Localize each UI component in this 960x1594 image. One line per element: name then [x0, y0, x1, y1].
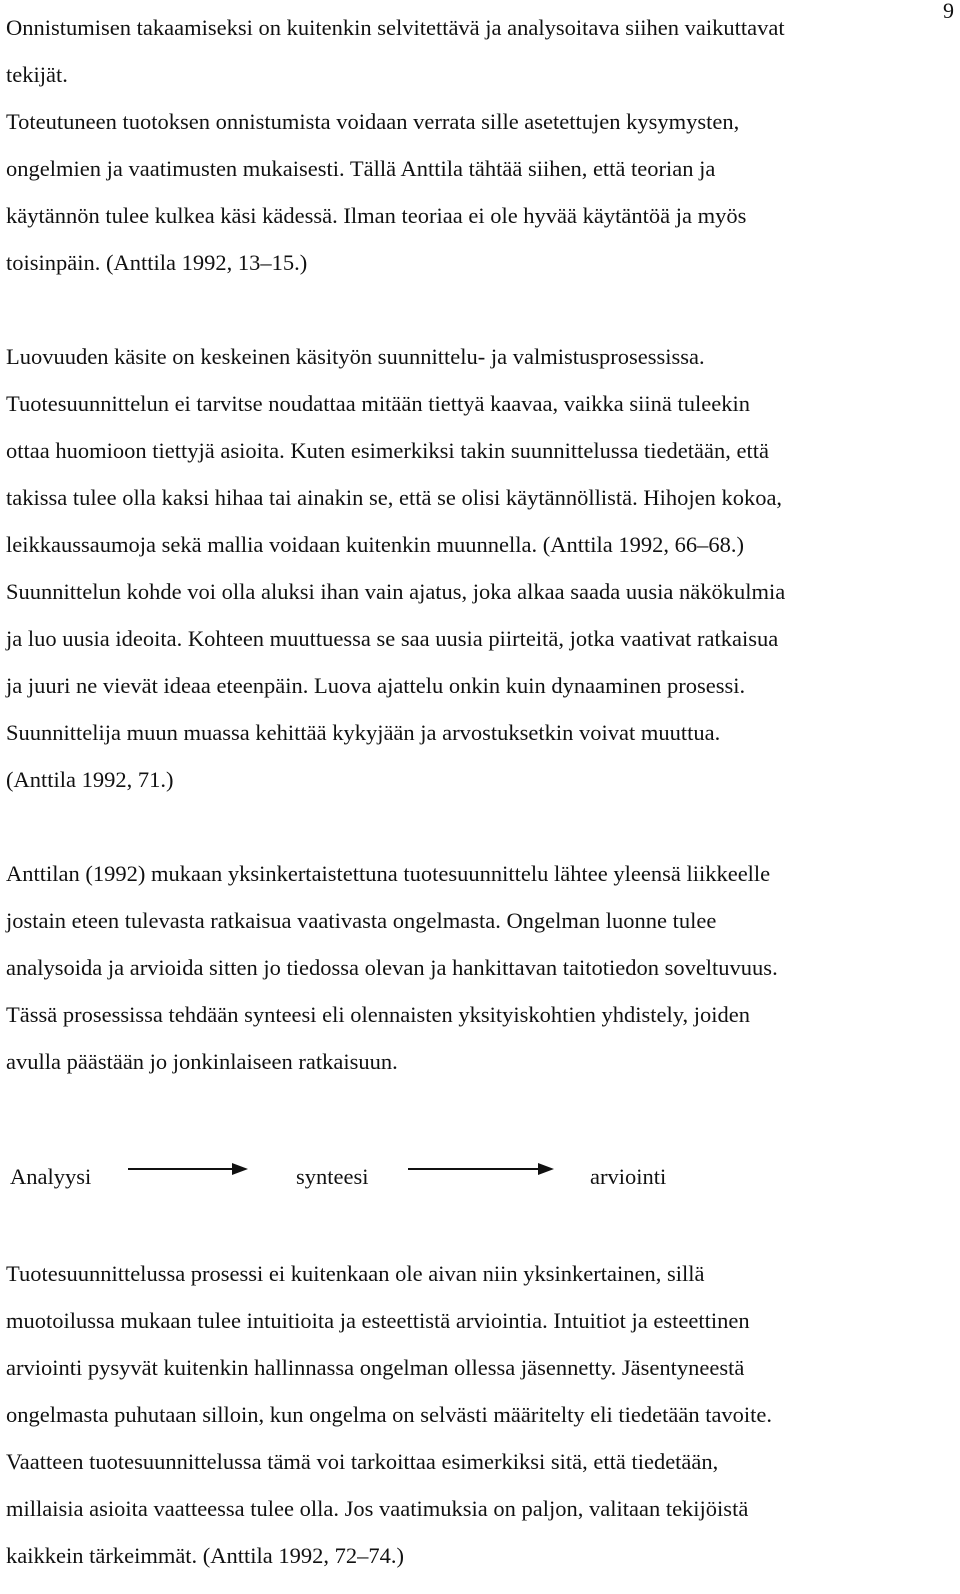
text-line: Onnistumisen takaamiseksi on kuitenkin selvitettävä ja analysoitava siihen vaikuttavat	[6, 15, 785, 40]
text-line: takissa tulee olla kaksi hihaa tai ainakin se, että se olisi käytännöllistä. Hihojen kokoa,	[6, 485, 783, 510]
text-line: Suunnittelija muun muassa kehittää kykyjään ja arvostuksetkin voivat muuttua.	[6, 720, 721, 745]
text-line: analysoida ja arvioida sitten jo tiedossa olevan ja hankittavan taitotiedon soveltuvuus.	[6, 955, 778, 980]
text-line: ongelmasta puhutaan silloin, kun ongelma on selvästi määritelty eli tiedetään tavoite.	[6, 1402, 773, 1427]
text-line: tekijät.	[6, 62, 68, 87]
text-line: ja juuri ne vievät ideaa eteenpäin. Luova ajattelu onkin kuin dynaaminen prosessi.	[6, 673, 746, 698]
text-line: millaisia asioita vaatteessa tulee olla. Jos vaatimuksia on paljon, valitaan tekijöistä	[6, 1496, 749, 1521]
text-line: käytännön tulee kulkea käsi kädessä. Ilman teoriaa ei ole hyvää käytäntöä ja myös	[6, 203, 747, 228]
text-line: (Anttila 1992, 71.)	[6, 767, 174, 792]
process-flow-diagram	[0, 1163, 960, 1193]
text-line: kaikkein tärkeimmät. (Anttila 1992, 72–74.)	[6, 1543, 405, 1568]
page-number: 9	[943, 0, 954, 23]
text-line: ottaa huomioon tiettyjä asioita. Kuten esimerkiksi takin suunnittelussa tiedetään, että	[6, 438, 769, 463]
text-line: Toteutuneen tuotoksen onnistumista voidaan verrata sille asetettujen kysymysten,	[6, 109, 740, 134]
flow-step-analysis: Analyysi	[10, 1164, 92, 1189]
text-line: Luovuuden käsite on keskeinen käsityön suunnittelu- ja valmistusprosessissa.	[6, 344, 705, 369]
arrow-right-icon	[406, 1163, 556, 1187]
arrow-right-icon	[126, 1163, 250, 1187]
text-line: toisinpäin. (Anttila 1992, 13–15.)	[6, 250, 308, 275]
text-line: arviointi pysyvät kuitenkin hallinnassa ongelman ollessa jäsennetty. Jäsentyneestä	[6, 1355, 745, 1380]
text-line: Vaatteen tuotesuunnittelussa tämä voi tarkoittaa esimerkiksi sitä, että tiedetään,	[6, 1449, 719, 1474]
flow-step-evaluation: arviointi	[590, 1164, 667, 1189]
text-line: Suunnittelun kohde voi olla aluksi ihan vain ajatus, joka alkaa saada uusia näkökulmia	[6, 579, 786, 604]
text-line: avulla päästään jo jonkinlaiseen ratkaisuun.	[6, 1049, 398, 1074]
flow-step-synthesis: synteesi	[296, 1164, 369, 1189]
text-line: Anttilan (1992) mukaan yksinkertaistettuna tuotesuunnittelu lähtee yleensä liikkeelle	[6, 861, 771, 886]
text-line: Tuotesuunnittelun ei tarvitse noudattaa mitään tiettyä kaavaa, vaikka siinä tuleekin	[6, 391, 750, 416]
text-line: jostain eteen tulevasta ratkaisua vaativasta ongelmasta. Ongelman luonne tulee	[6, 908, 717, 933]
text-line: leikkaussaumoja sekä mallia voidaan kuitenkin muunnella. (Anttila 1992, 66–68.)	[6, 532, 744, 557]
text-line: ja luo uusia ideoita. Kohteen muuttuessa se saa uusia piirteitä, jotka vaativat ratkaisua	[6, 626, 779, 651]
text-line: ongelmien ja vaatimusten mukaisesti. Tällä Anttila tähtää siihen, että teorian ja	[6, 156, 716, 181]
text-line: muotoilussa mukaan tulee intuitioita ja esteettistä arviointia. Intuitiot ja esteettinen	[6, 1308, 750, 1333]
text-line: Tuotesuunnittelussa prosessi ei kuitenkaan ole aivan niin yksinkertainen, sillä	[6, 1261, 705, 1286]
text-line: Tässä prosessissa tehdään synteesi eli olennaisten yksityiskohtien yhdistely, joiden	[6, 1002, 751, 1027]
